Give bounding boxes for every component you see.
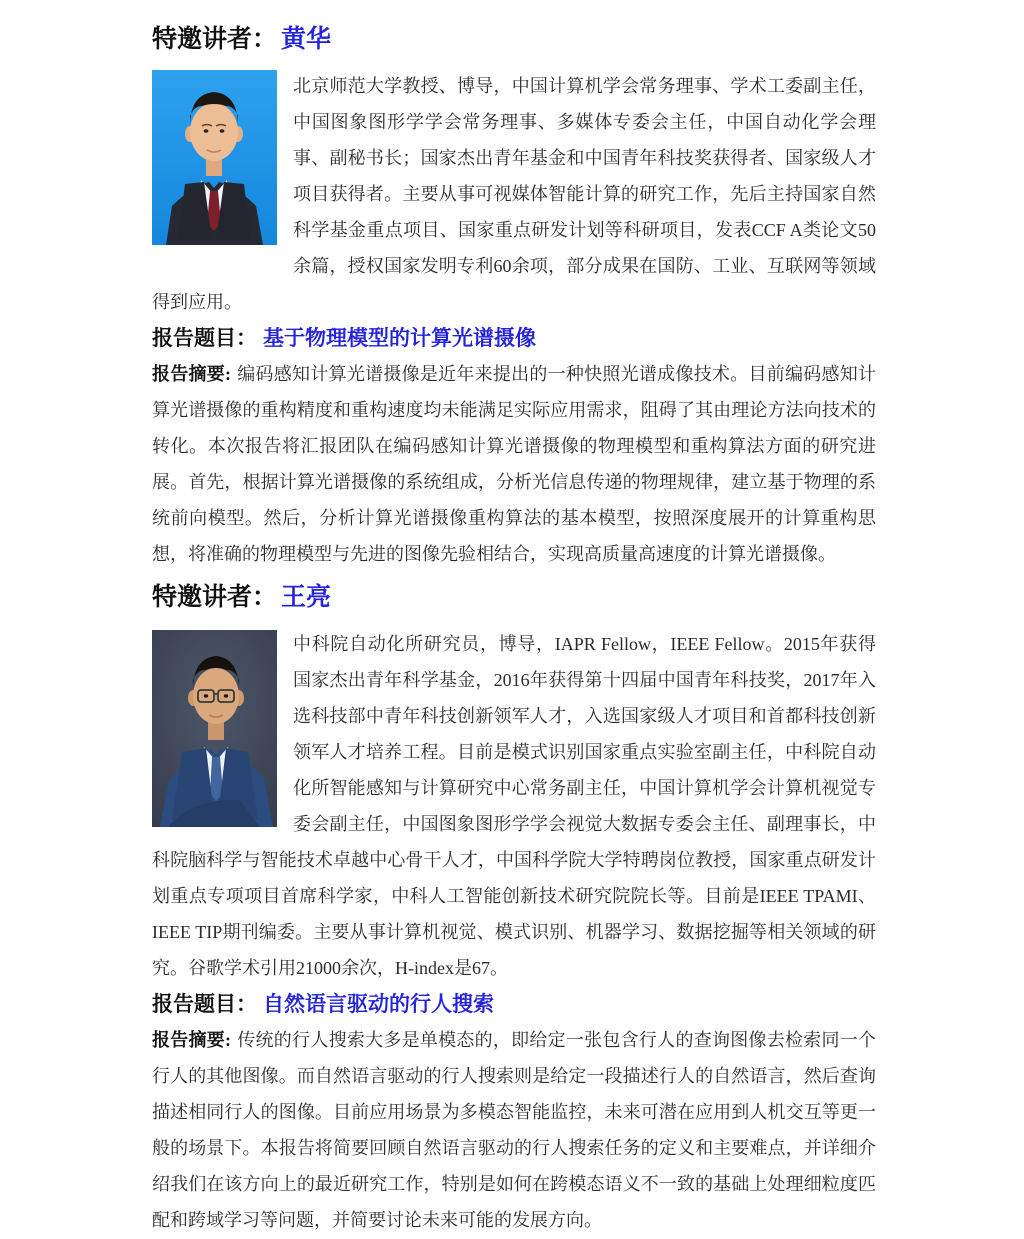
speaker-name-link[interactable]: 黄华: [281, 26, 332, 53]
speaker-heading: [152, 580, 876, 616]
speaker-section-1: [152, 22, 876, 572]
speaker-bio: [152, 626, 876, 986]
portrait-photo-icon: [152, 70, 277, 245]
talk-title-link[interactable]: 自然语言驱动的行人搜索: [263, 992, 494, 1016]
speaker-heading-label: 特邀讲者：: [152, 26, 278, 53]
talk-title-link[interactable]: 基于物理模型的计算光谱摄像: [263, 326, 536, 350]
talk-title-label: 报告题目：: [152, 326, 257, 350]
abstract-text: 传统的行人搜索大多是单模态的，即给定一张包含行人的查询图像去检索同一个行人的其他图像。而自然语言驱动的行人搜索则是给定一段描述行人的自然语言，然后查询描述相同行人的图像。目前应用场景为多模态智能监控，未来可潜在应用到人机交互等更一般的场景下。本报告将简要回顾自然语言驱动的行人搜索任务的定义和主要难点，并详细介绍我们在该方向上的最近研究工作，特别是如何在跨模态语义不一致的基础上处理细粒度匹配和跨域学习等问题，并简要讨论未来可能的发展方向。: [152, 1030, 877, 1230]
talk-abstract: [152, 1022, 876, 1238]
talk-title-line: [152, 320, 876, 356]
speaker-section-2: [152, 580, 876, 1238]
abstract-text: 编码感知计算光谱摄像是近年来提出的一种快照光谱成像技术。目前编码感知计算光谱摄像的重构精度和重构速度均未能满足实际应用需求，阻碍了其由理论方法向技术的转化。本次报告将汇报团队在编码感知计算光谱摄像的物理模型和重构算法方面的研究进展。首先，根据计算光谱摄像的系统组成，分析光信息传递的物理规律，建立基于物理的系统前向模型。然后，分析计算光谱摄像重构算法的基本模型，按照深度展开的计算重构思想，将准确的物理模型与先进的图像先验相结合，实现高质量高速度的计算光谱摄像。: [152, 364, 877, 564]
speaker-heading-label: 特邀讲者：: [152, 584, 278, 611]
abstract-label: 报告摘要:: [152, 364, 232, 384]
speaker-bio-text: 中科院自动化所研究员，博导，IAPR Fellow，IEEE Fellow。2015年获得国家杰出青年科学基金，2016年获得第十四届中国青年科技奖，2017年入选科技部中青年科技创新领军人才，入选国家级人才项目和首都科技创新领军人才培养工程。目前是模式识别国家重点实验室副主任，中科院自动化所智能感知与计算研究中心常务副主任，中国计算机学会计算机视觉专委会副主任，中国图象图形学学会视觉大数据专委会主任、副理事长，中科院脑科学与智能技术卓越中心骨干人才，中国科学院大学特聘岗位教授，国家重点研发计划重点专项项目首席科学家，中科人工智能创新技术研究院院长等。目前是IEEE TPAMI、IEEE TIP期刊编委。主要从事计算机视觉、模式识别、机器学习、数据挖掘等相关领域的研究。谷歌学术引用21000余次，H-index是67。: [152, 634, 876, 978]
talk-abstract: [152, 356, 876, 572]
talk-title-line: [152, 986, 876, 1022]
speaker-name-link[interactable]: 王亮: [281, 584, 332, 611]
speaker-photo: [152, 70, 277, 245]
abstract-label: 报告摘要:: [152, 1030, 232, 1050]
talk-title-label: 报告题目：: [152, 992, 257, 1016]
speaker-heading: [152, 22, 876, 58]
speaker-photo: [152, 630, 277, 827]
speaker-bio-text: 北京师范大学教授、博导，中国计算机学会常务理事、学术工委副主任，中国图象图形学学会常务理事、多媒体专委会主任，中国自动化学会理事、副秘书长；国家杰出青年基金和中国青年科技奖获得者、国家级人才项目获得者。主要从事可视媒体智能计算的研究工作，先后主持国家自然科学基金重点项目、国家重点研发计划等科研项目，发表CCF A类论文50余篇，授权国家发明专利60余项，部分成果在国防、工业、互联网等领域得到应用。: [152, 76, 876, 312]
portrait-photo-icon: [152, 630, 277, 827]
speaker-bio: [152, 68, 876, 320]
